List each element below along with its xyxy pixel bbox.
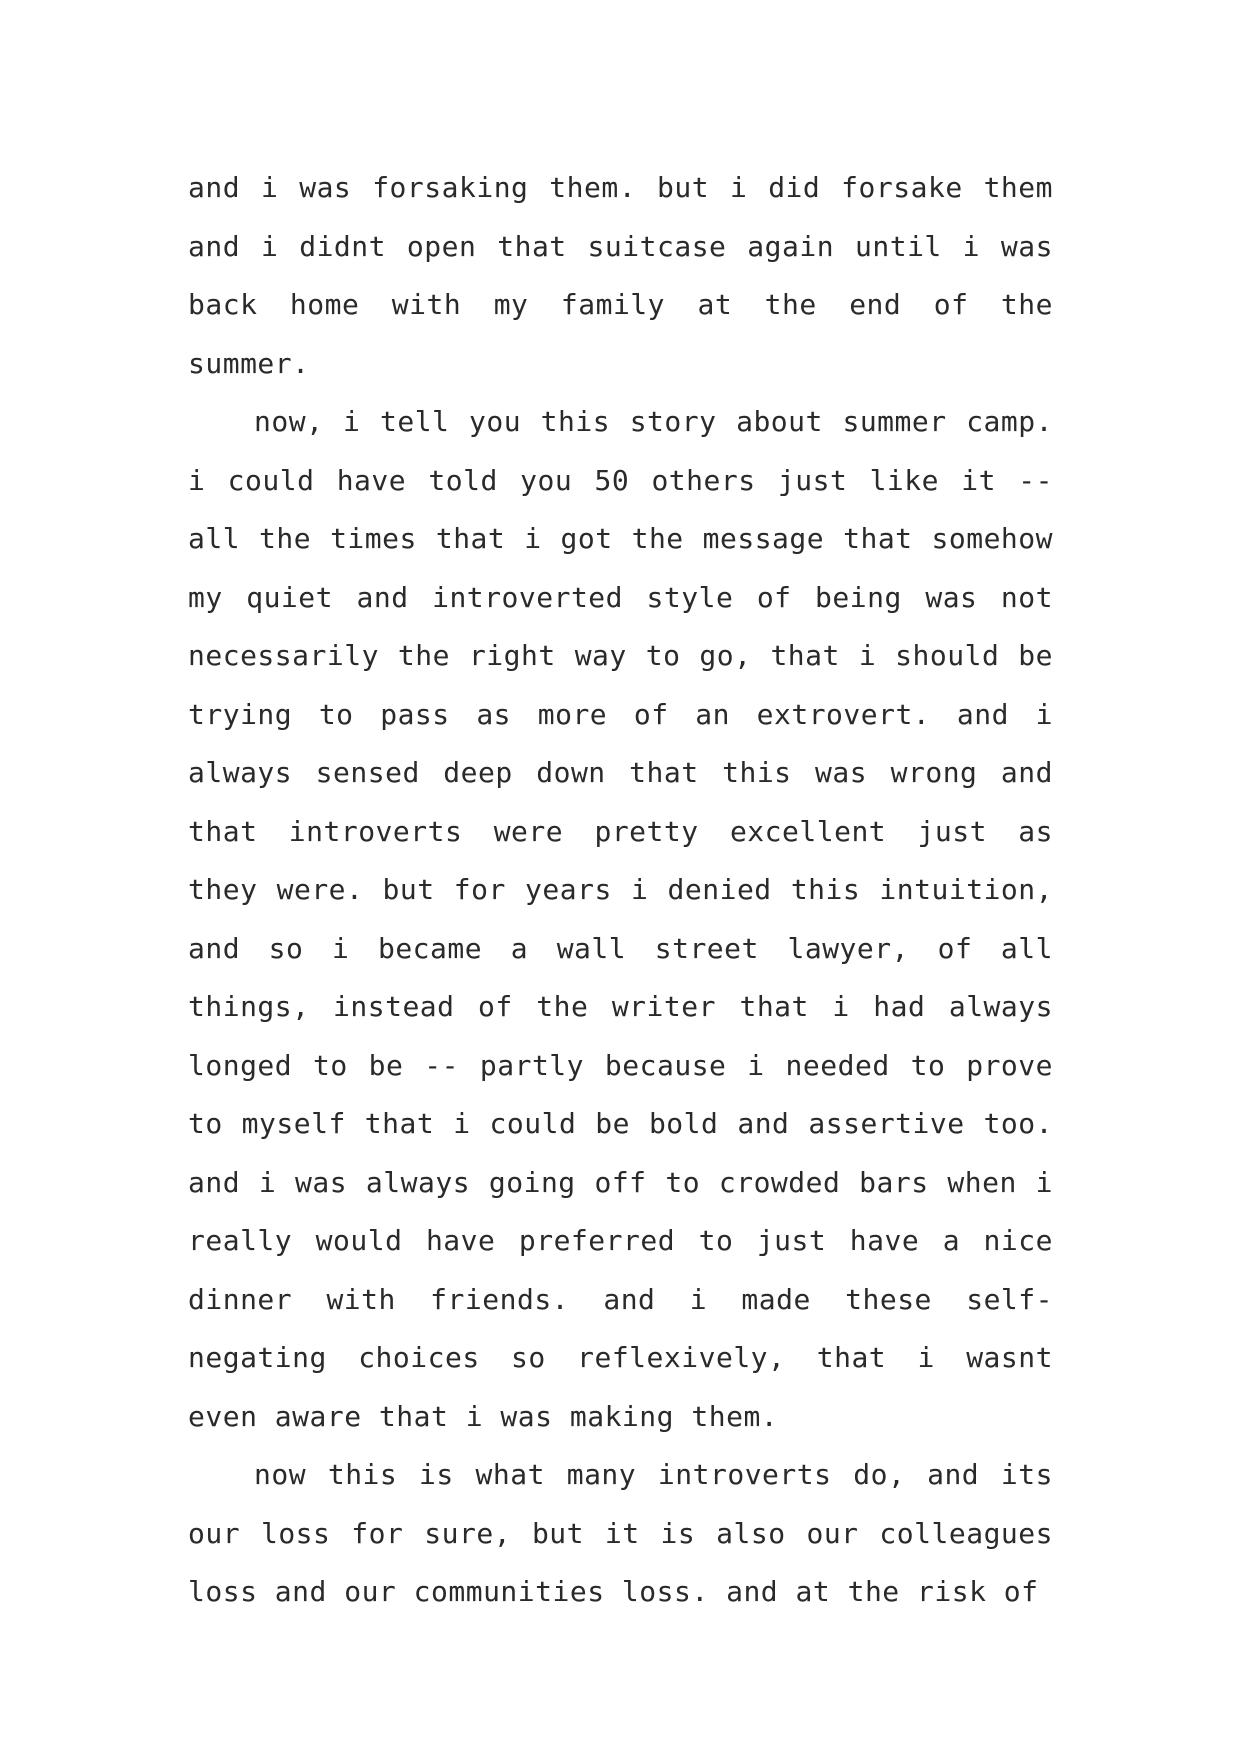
paragraph-2: now, i tell you this story about summer camp. i could have told you 50 others just like it -- all the times that i got the message that somehow my quiet and introverted style of being was not necessarily the right way to go, that i should be trying to pass as more of an extrovert. and i always sensed deep down that this was wrong and that introverts were pretty excellent just as they were. but for years i denied this intuition, and so i became a wall street lawyer, of all things, instead of the writer that i had always longed to be -- partly because i needed to prove to myself that i could be bold and assertive too. and i was always going off to crowded bars when i really would have preferred to just have a nice dinner with friends. and i made these self-negating choices so reflexively, that i wasnt even aware that i was making them. [188, 405, 1053, 1433]
paragraph-3: now this is what many introverts do, and its our loss for sure, but it is also our colleagues loss and our communities loss. and at the risk of [188, 1458, 1053, 1608]
paragraph-1: and i was forsaking them. but i did forsake them and i didnt open that suitcase again until i was back home with my family at the end of the summer. [188, 171, 1053, 380]
body-text [188, 159, 1053, 1622]
